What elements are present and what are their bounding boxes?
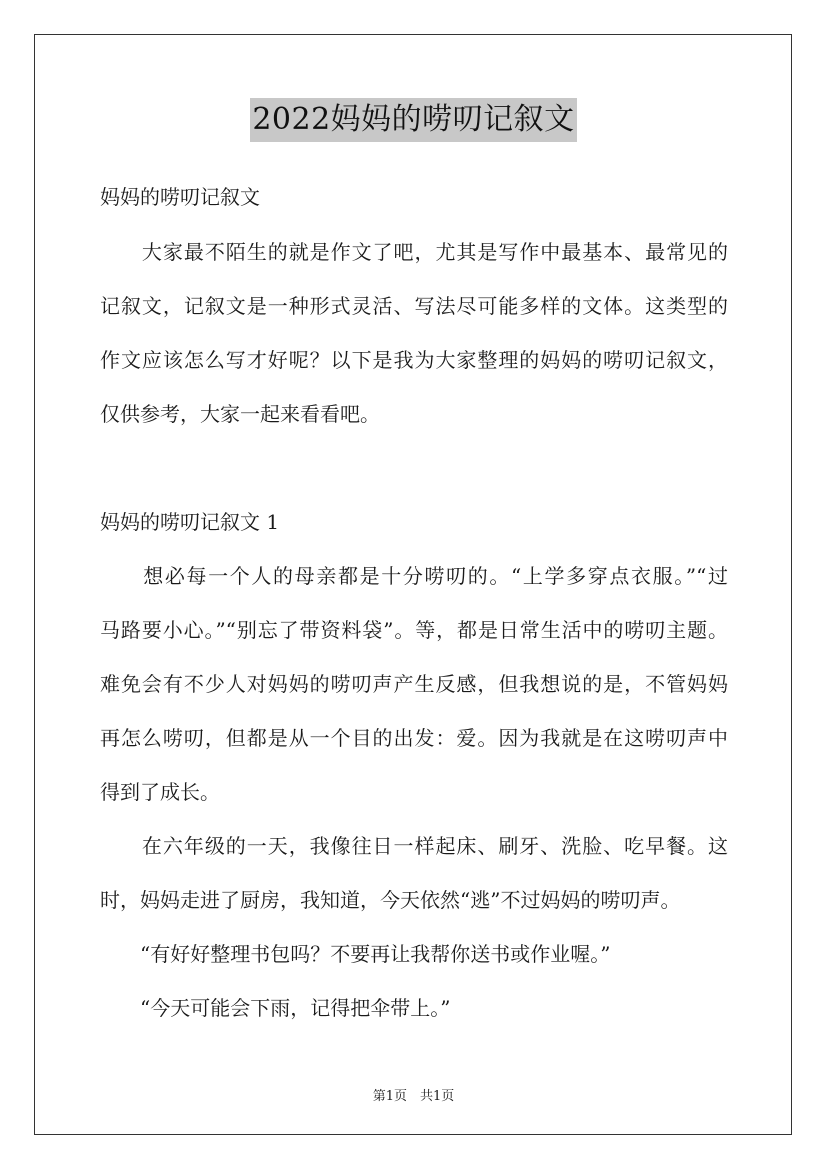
paragraph-line: 得到了成长。 xyxy=(100,780,220,804)
quote-line: “有好好整理书包吗？不要再让我帮你送书或作业喔。” xyxy=(100,942,611,966)
page-footer: 第1页 共1页 xyxy=(372,1089,455,1104)
quote-line: “今天可能会下雨，记得把伞带上。” xyxy=(100,996,451,1020)
title-container xyxy=(0,98,827,142)
intro-line: 大家最不陌生的就是作文了吧，尤其是写作中最基本、最常见的 xyxy=(100,240,728,264)
document-title: 2022妈妈的唠叨记叙文 xyxy=(250,98,576,142)
intro-line: 仅供参考，大家一起来看看吧。 xyxy=(100,402,380,426)
paragraph-line: 再怎么唠叨，但都是从一个目的出发：爱。因为我就是在这唠叨声中 xyxy=(100,726,728,750)
paragraph-line: 马路要小心。”“别忘了带资料袋”。等，都是日常生活中的唠叨主题。 xyxy=(100,618,728,642)
paragraph-line: 时，妈妈走进了厨房，我知道，今天依然“逃”不过妈妈的唠叨声。 xyxy=(100,888,681,912)
paragraph-line: 在六年级的一天，我像往日一样起床、刷牙、洗脸、吃早餐。这 xyxy=(100,834,728,858)
intro-line: 记叙文，记叙文是一种形式灵活、写法尽可能多样的文体。这类型的 xyxy=(100,294,728,318)
section-heading: 妈妈的唠叨记叙文 1 xyxy=(100,510,280,534)
subtitle: 妈妈的唠叨记叙文 xyxy=(100,185,260,209)
paragraph-line: 想必每一个人的母亲都是十分唠叨的。“上学多穿点衣服。”“过 xyxy=(100,564,728,588)
paragraph-line: 难免会有不少人对妈妈的唠叨声产生反感，但我想说的是，不管妈妈 xyxy=(100,672,728,696)
intro-line: 作文应该怎么写才好呢？以下是我为大家整理的妈妈的唠叨记叙文， xyxy=(100,348,728,372)
